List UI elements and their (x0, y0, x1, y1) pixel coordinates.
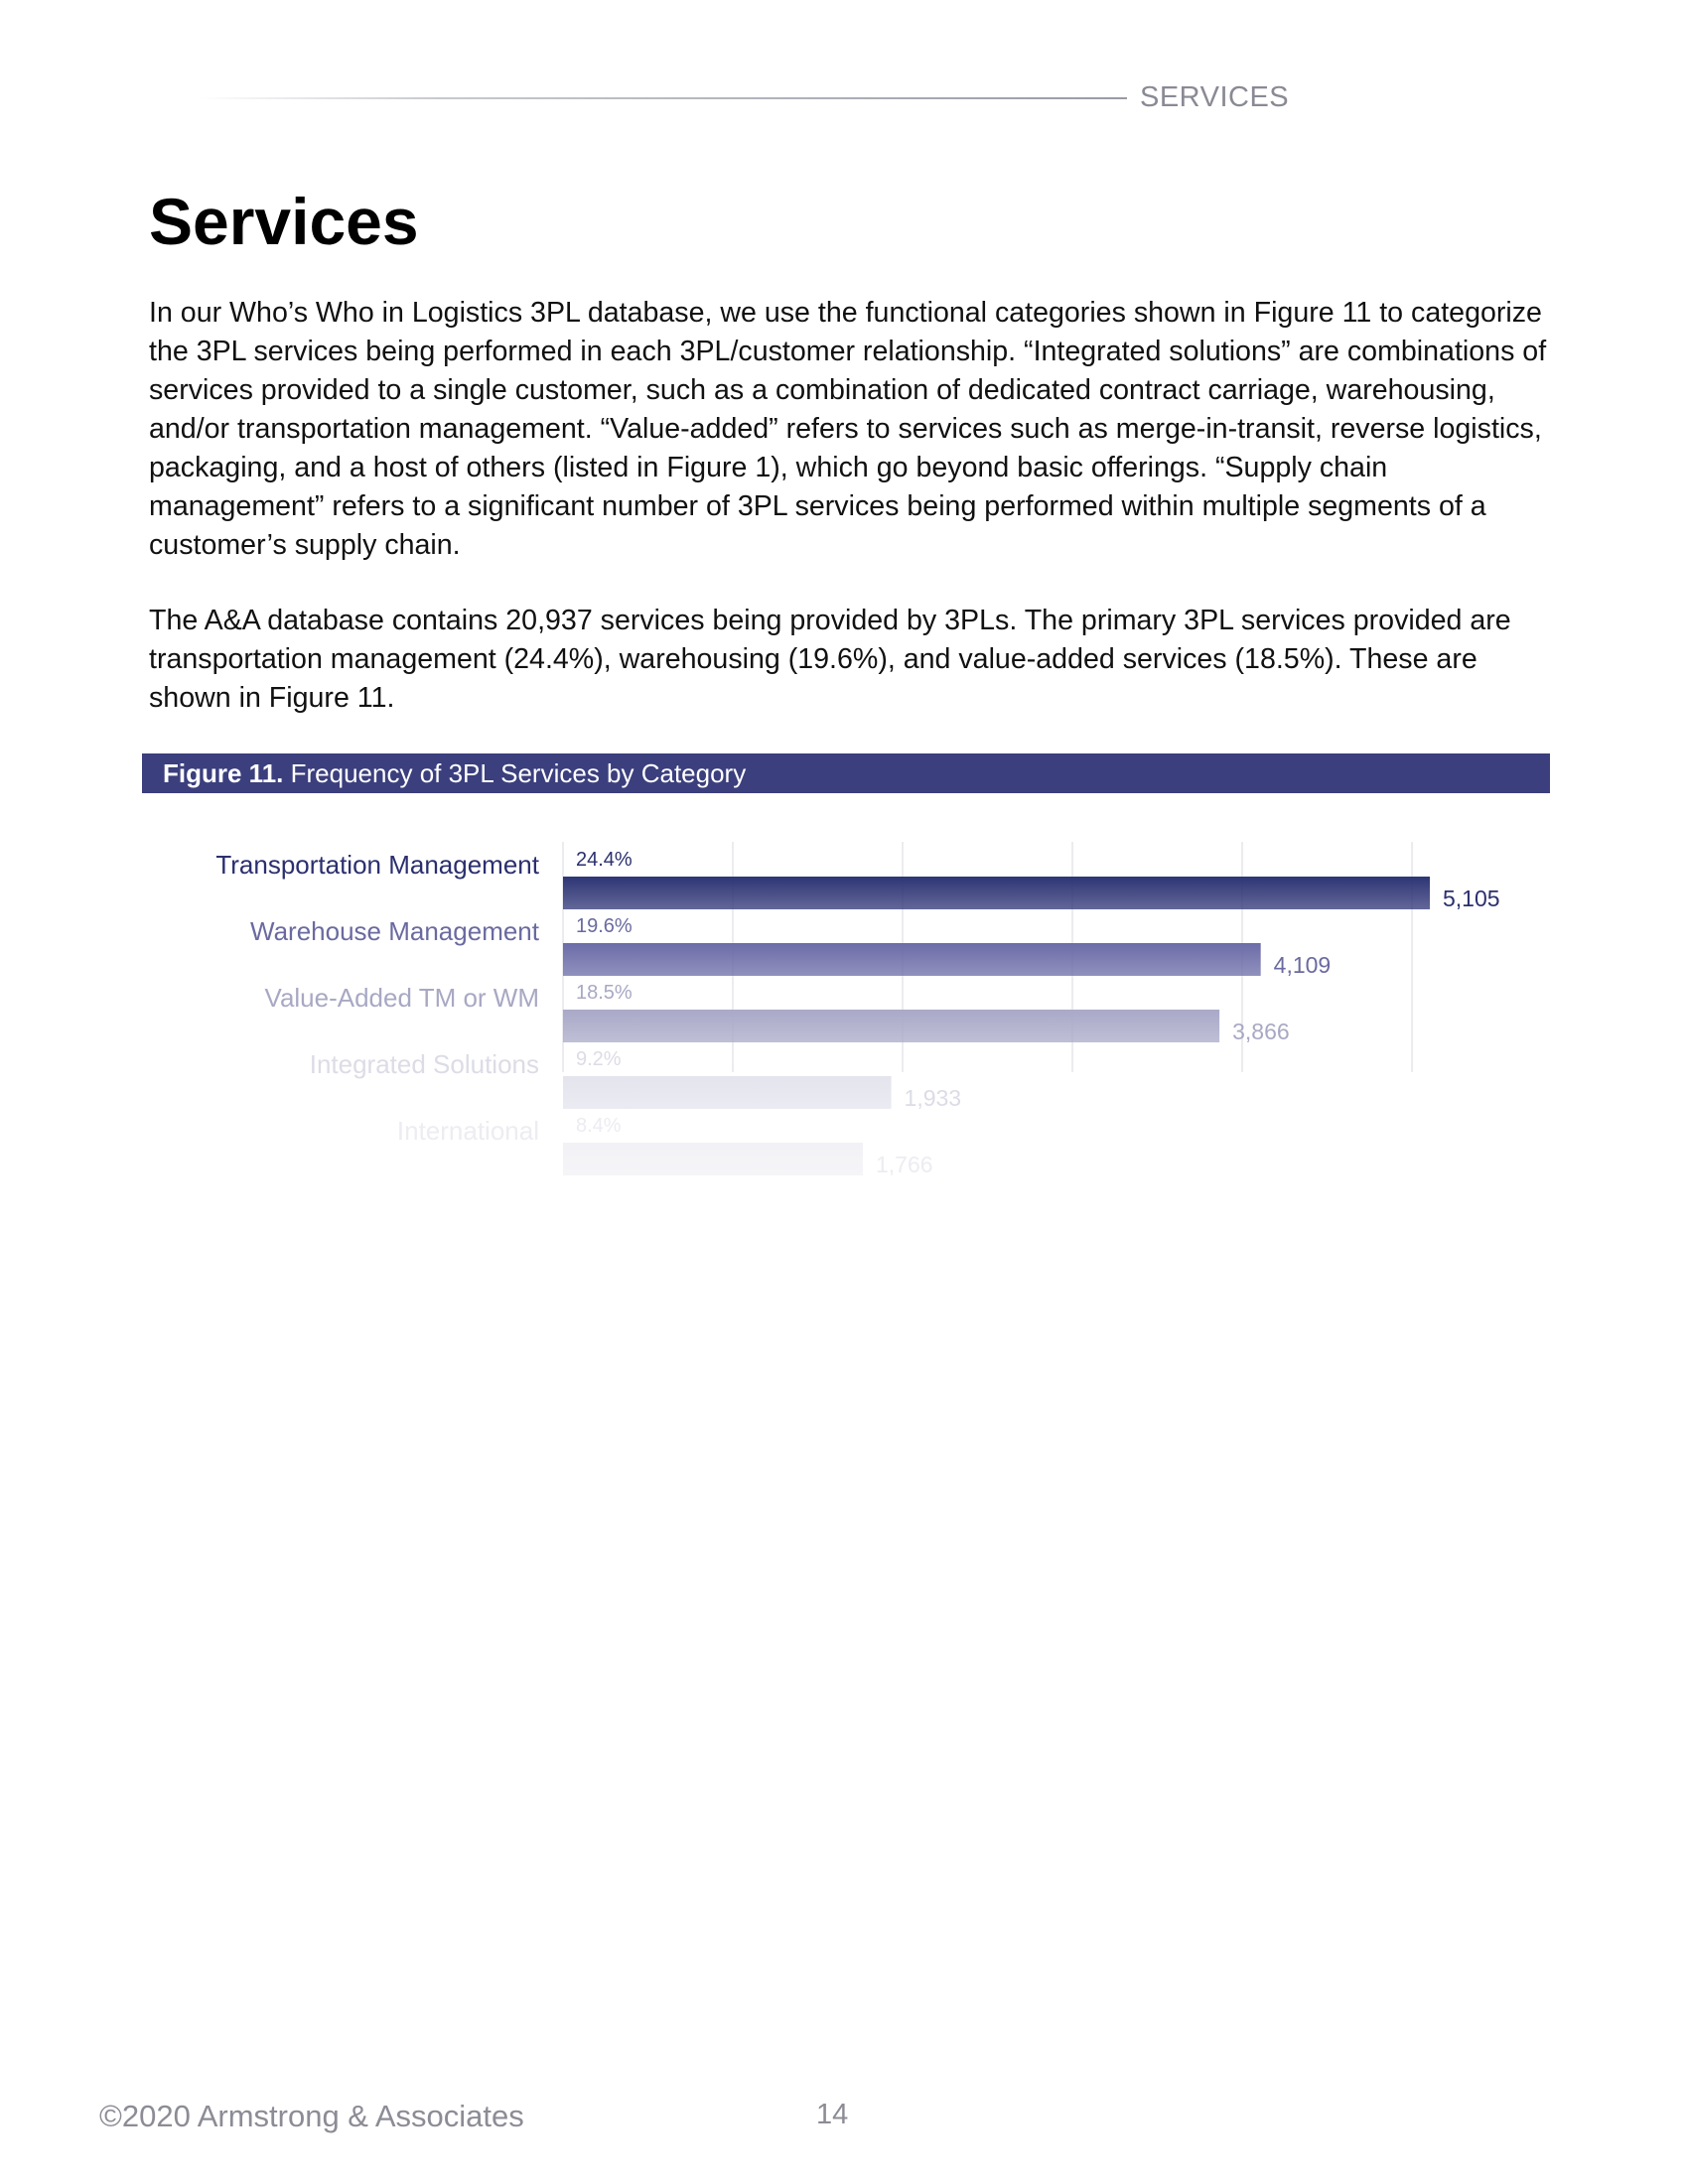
bar (563, 943, 1261, 976)
figure-number: Figure 11. (163, 758, 284, 788)
bar (563, 1076, 892, 1109)
value-label: 3,866 (1232, 1019, 1290, 1044)
percent-label: 18.5% (576, 982, 633, 1004)
value-label: 4,109 (1273, 952, 1332, 978)
value-label: 1,933 (904, 1085, 962, 1111)
percent-label: 8.4% (576, 1115, 622, 1137)
page-title: Services (149, 185, 419, 258)
percent-label: 9.2% (576, 1048, 622, 1070)
figure-caption: Frequency of 3PL Services by Category (290, 758, 747, 788)
category-label: Warehouse Management (250, 916, 539, 946)
category-label: International (396, 1116, 539, 1146)
body-paragraph: The A&A database contains 20,937 services being provided by 3PLs. The primary 3PL services provided are transportation management (24.4%), warehousing (19.6%), and value-added services (18.5%). These are shown in Figure 11. (149, 605, 1511, 714)
percent-label: 19.6% (576, 915, 633, 937)
page-number: 14 (816, 2099, 849, 2130)
bar (563, 1143, 863, 1175)
category-label: Transportation Management (215, 850, 539, 880)
bar (563, 1010, 1219, 1042)
value-label: 5,105 (1443, 886, 1500, 911)
bar (563, 877, 1430, 909)
percent-label: 24.4% (576, 849, 633, 871)
value-label: 1,766 (876, 1152, 933, 1177)
category-label: Integrated Solutions (309, 1049, 539, 1079)
body-paragraph: In our Who’s Who in Logistics 3PL database, we use the functional categories shown in Figure 11 to categorize the 3PL services being performed in each 3PL/customer relationship. “Integrated solutions” are combinations of services provided to a single customer, such as a combination of dedicated contract carriage, warehousing, and/or transportation management. “Value-added” refers to services such as merge-in-transit, reverse logistics, packaging, and a host of others (listed in Figure 1), which go beyond basic offerings. “Supply chain management” refers to a significant number of 3PL services being performed within multiple segments of a customer’s supply chain. (149, 297, 1547, 561)
category-label: Value-Added TM or WM (264, 983, 539, 1013)
footer-copyright: ©2020 Armstrong & Associates (99, 2099, 524, 2133)
section-tag: SERVICES (1140, 81, 1290, 113)
